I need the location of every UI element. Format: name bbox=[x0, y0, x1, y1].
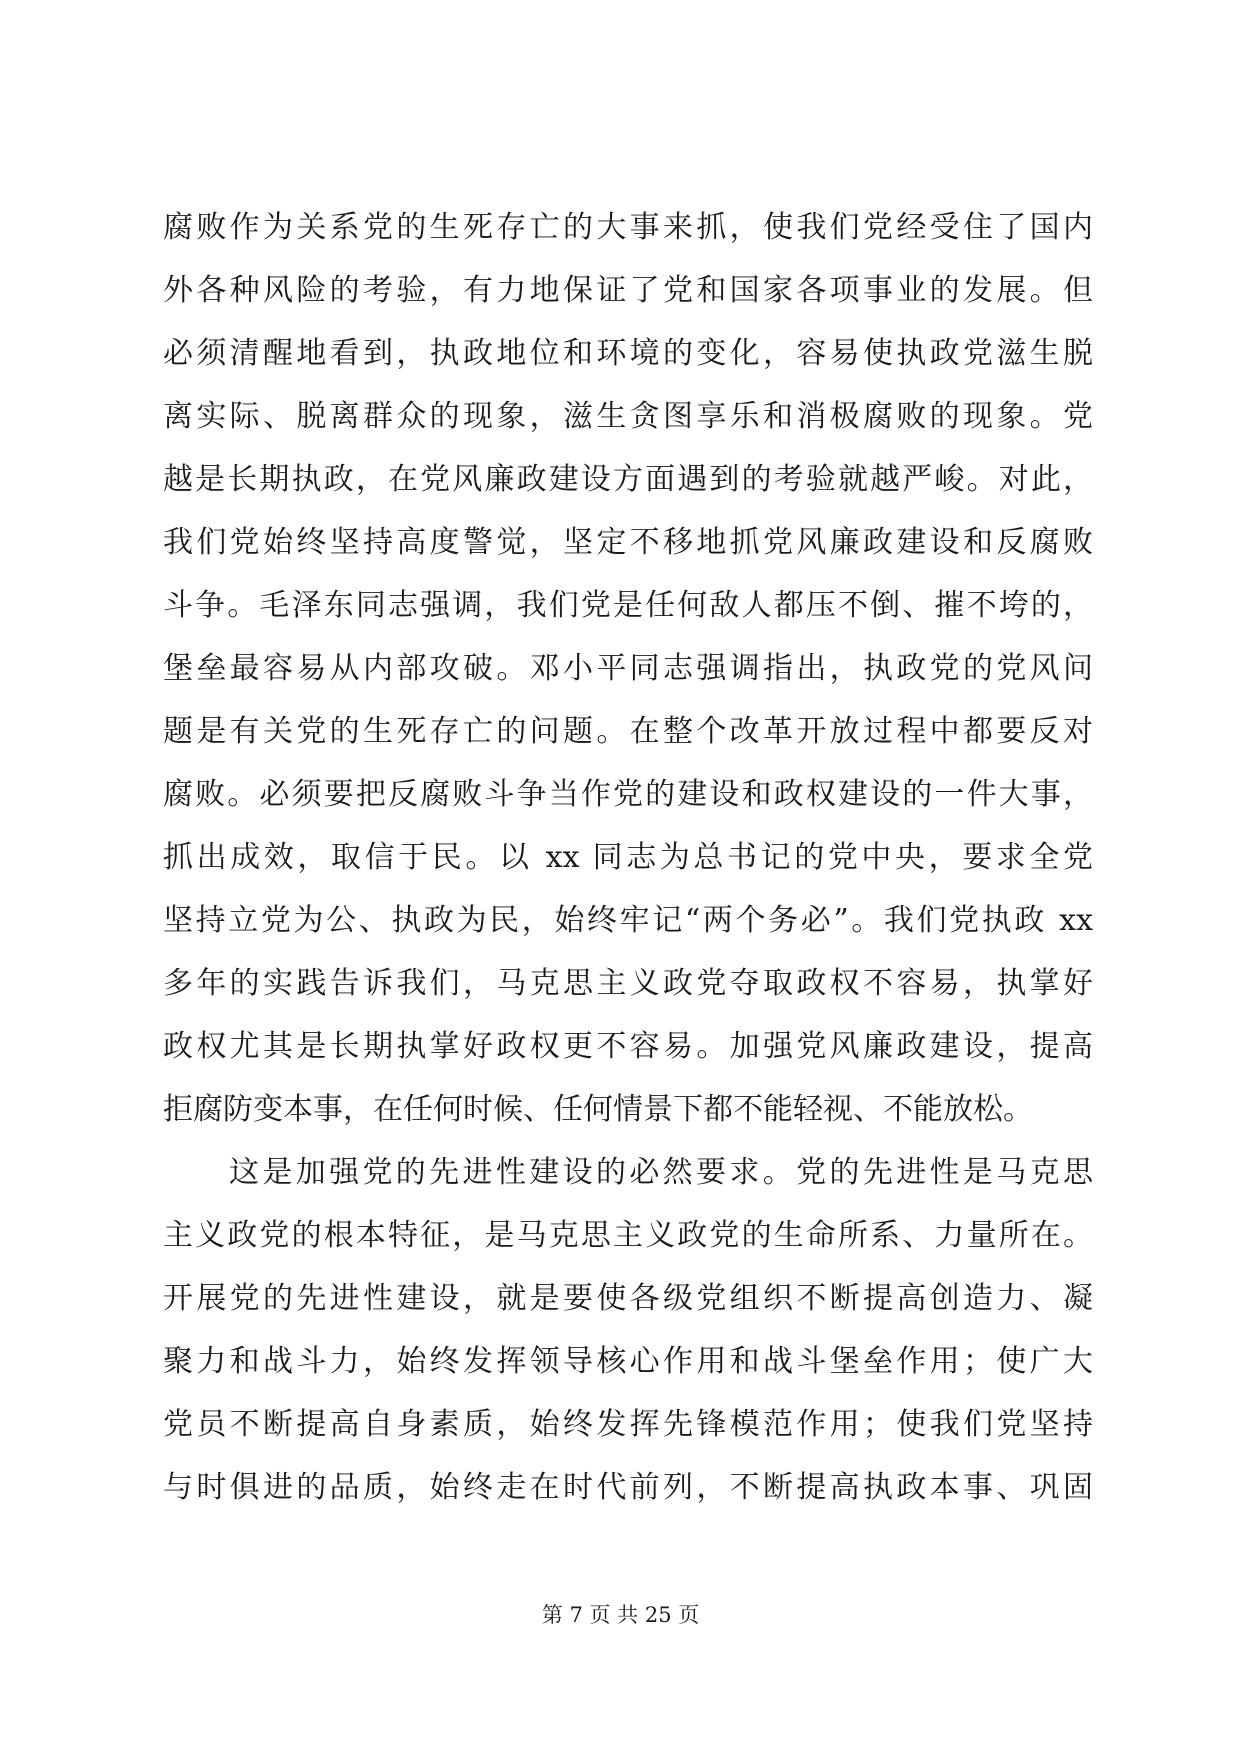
text-line: 坚持立党为公、执政为民，始终牢记“两个务必”。我们党执政 xx bbox=[163, 903, 1093, 938]
text-line: 拒腐防变本事，在任何时候、任何情景下都不能轻视、不能放松。 bbox=[163, 1092, 1033, 1127]
text-line: 党员不断提高自身素质，始终发挥先锋模范作用；使我们党坚持 bbox=[163, 1407, 1093, 1442]
text-line: 我们党始终坚持高度警觉，坚定不移地抓党风廉政建设和反腐败 bbox=[163, 525, 1093, 560]
paragraph-first-line: 这是加强党的先进性建设的必然要求。党的先进性是马克思 bbox=[229, 1155, 1093, 1190]
text-line: 外各种风险的考验，有力地保证了党和国家各项事业的发展。但 bbox=[163, 273, 1093, 308]
text-line: 腐败作为关系党的生死存亡的大事来抓，使我们党经受住了国内 bbox=[163, 210, 1093, 245]
text-line: 堡垒最容易从内部攻破。邓小平同志强调指出，执政党的党风问 bbox=[163, 651, 1093, 686]
text-line: 主义政党的根本特征，是马克思主义政党的生命所系、力量所在。 bbox=[163, 1218, 1093, 1253]
text-line: 越是长期执政，在党风廉政建设方面遇到的考验就越严峻。对此， bbox=[163, 462, 1093, 497]
text-line: 必须清醒地看到，执政地位和环境的变化，容易使执政党滋生脱 bbox=[163, 336, 1093, 371]
text-line: 腐败。必须要把反腐败斗争当作党的建设和政权建设的一件大事， bbox=[163, 777, 1093, 812]
text-line: 聚力和战斗力，始终发挥领导核心作用和战斗堡垒作用；使广大 bbox=[163, 1344, 1093, 1379]
page-number-footer: 第 7 页 共 25 页 bbox=[541, 1603, 700, 1627]
body-text bbox=[163, 196, 1093, 1519]
text-line: 斗争。毛泽东同志强调，我们党是任何敌人都压不倒、摧不垮的， bbox=[163, 588, 1093, 623]
text-line: 开展党的先进性建设，就是要使各级党组织不断提高创造力、凝 bbox=[163, 1281, 1093, 1316]
text-line: 抓出成效，取信于民。以 xx 同志为总书记的党中央，要求全党 bbox=[163, 840, 1093, 875]
text-line: 离实际、脱离群众的现象，滋生贪图享乐和消极腐败的现象。党 bbox=[163, 399, 1093, 434]
text-line: 政权尤其是长期执掌好政权更不容易。加强党风廉政建设，提高 bbox=[163, 1029, 1093, 1064]
text-line: 多年的实践告诉我们，马克思主义政党夺取政权不容易，执掌好 bbox=[163, 966, 1093, 1001]
text-line: 题是有关党的生死存亡的问题。在整个改革开放过程中都要反对 bbox=[163, 714, 1093, 749]
text-line: 与时俱进的品质，始终走在时代前列，不断提高执政本事、巩固 bbox=[163, 1470, 1093, 1505]
